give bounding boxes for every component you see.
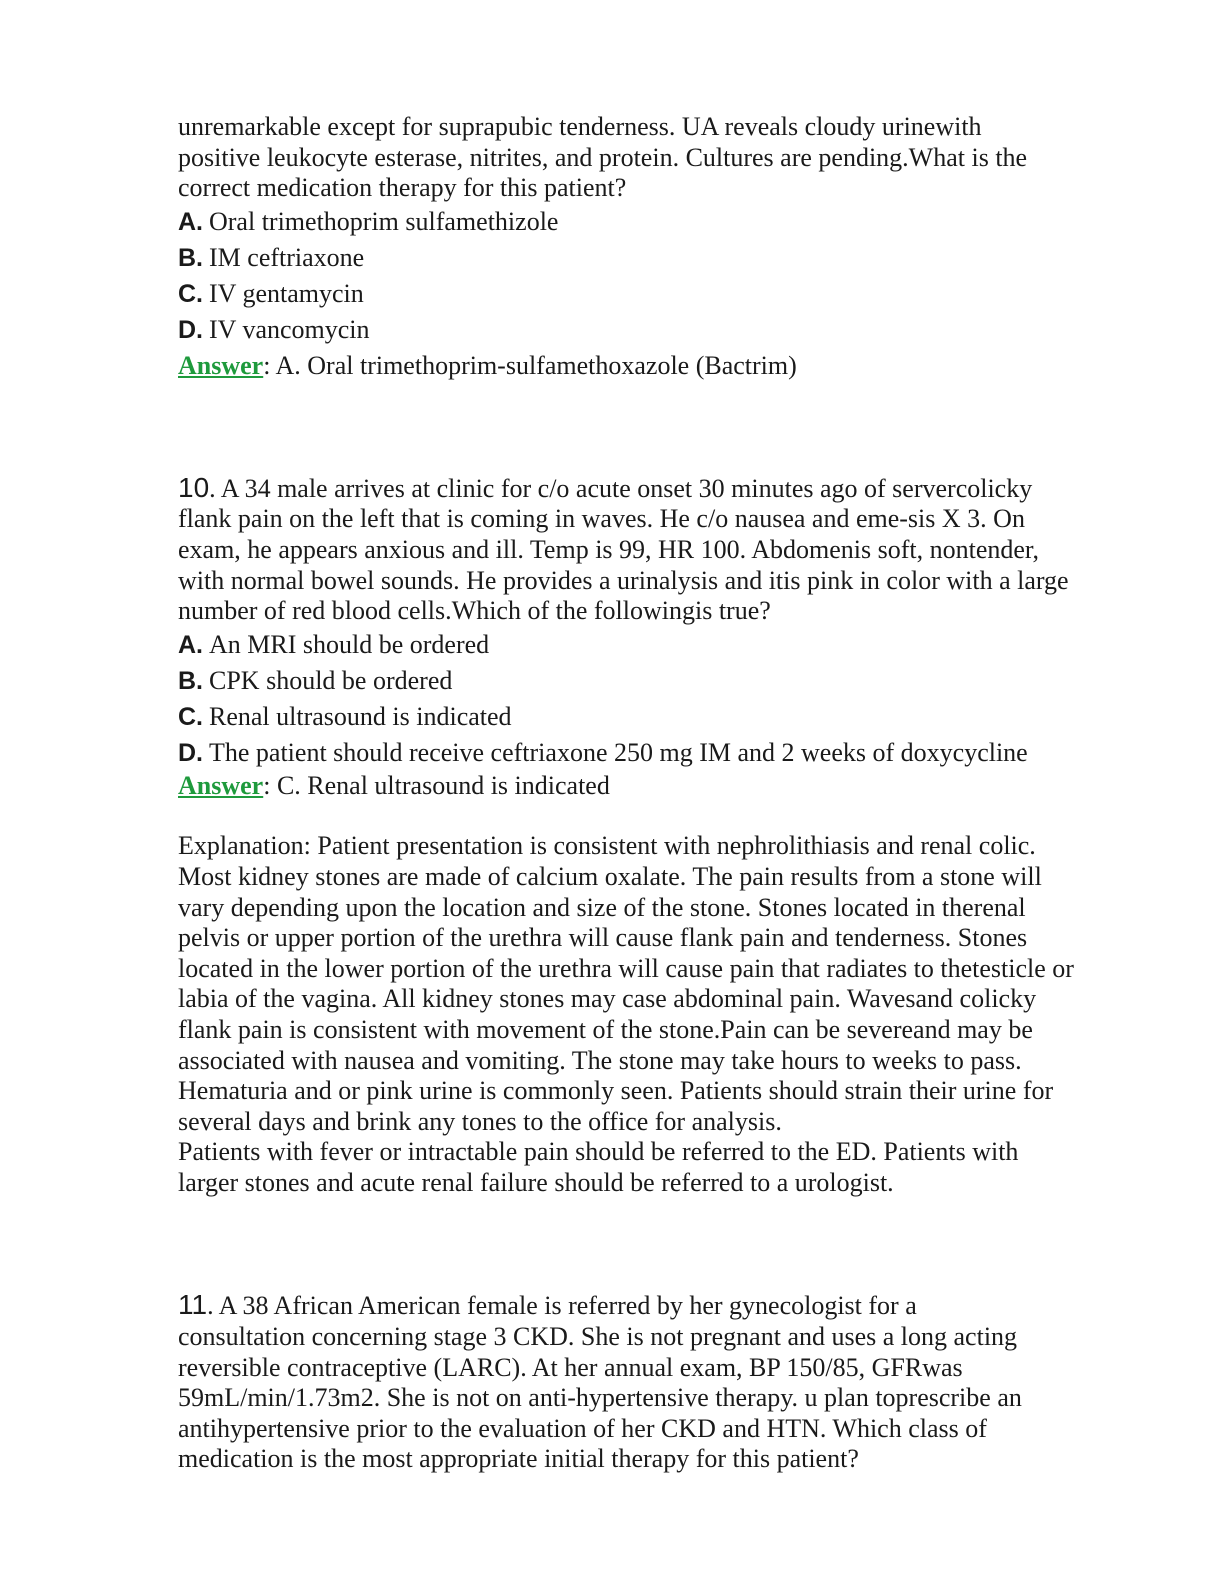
- answer-label: Answer: [178, 770, 264, 800]
- question-stem-line: 59mL/min/1.73m2. She is not on anti-hypertensive therapy. u plan toprescribe an: [178, 1383, 1022, 1413]
- explanation-line: Hematuria and or pink urine is commonly seen. Patients should strain their urine for: [178, 1076, 1054, 1106]
- question-stem-line: medication is the most appropriate initial therapy for this patient?: [178, 1444, 859, 1474]
- option-text: An MRI should be ordered: [209, 629, 490, 659]
- explanation-line: located in the lower portion of the urethra will cause pain that radiates to thetesticle or: [178, 953, 1074, 983]
- question-stem-line: . A 38 African American female is referred by her gynecologist for a: [207, 1291, 917, 1321]
- question-number: 11: [178, 1289, 208, 1321]
- question-stem-line: unremarkable except for suprapubic tenderness. UA reveals cloudy urinewith: [178, 112, 982, 141]
- answer-text: : A. Oral trimethoprim-sulfamethoxazole (Bactrim): [263, 350, 797, 380]
- question-stem-line: positive leukocyte esterase, nitrites, and protein. Cultures are pending.What is the: [178, 142, 1028, 172]
- answer-label: Answer: [178, 350, 264, 380]
- question-stem-line: consultation concerning stage 3 CKD. She is not pregnant and uses a long acting: [178, 1322, 1018, 1352]
- option-letter: B.: [178, 666, 203, 695]
- answer-option-c: [178, 276, 1128, 312]
- question-stem-line: antihypertensive prior to the evaluation of her CKD and HTN. Which class of: [178, 1413, 987, 1443]
- document-page: [178, 112, 1128, 1475]
- option-text: CPK should be ordered: [209, 665, 453, 695]
- question-number: 10: [178, 471, 210, 503]
- answer-option-d: [178, 735, 1128, 771]
- option-text: Oral trimethoprim sulfamethizole: [209, 206, 559, 236]
- question-stem-line: . A 34 male arrives at clinic for c/o acute onset 30 minutes ago of servercolicky: [209, 473, 1033, 503]
- question-first-line: [178, 1290, 1128, 1322]
- answer-line: [178, 348, 1128, 383]
- option-letter: D.: [178, 315, 203, 344]
- option-text: Renal ultrasound is indicated: [209, 701, 512, 731]
- question-stem-line: correct medication therapy for this patient?: [178, 173, 627, 203]
- answer-option-d: [178, 312, 1128, 348]
- question-stem-line: number of red blood cells.Which of the followingis true?: [178, 596, 771, 626]
- option-text: IM ceftriaxone: [209, 242, 365, 272]
- explanation-line: several days and brink any tones to the office for analysis.: [178, 1106, 782, 1136]
- question-stem-line: flank pain on the left that is coming in waves. He c/o nausea and eme-sis X 3. On: [178, 504, 1025, 534]
- answer-option-b: [178, 240, 1128, 276]
- answer-option-a: [178, 627, 1128, 663]
- question-first-line: [178, 473, 1128, 505]
- explanation-line: pelvis or upper portion of the urethra will cause flank pain and tenderness. Stones: [178, 923, 1028, 953]
- answer-option-b: [178, 663, 1128, 699]
- answer-text: : C. Renal ultrasound is indicated: [263, 770, 610, 800]
- option-letter: C.: [178, 702, 203, 731]
- answer-option-a: [178, 204, 1128, 240]
- question-stem-line: with normal bowel sounds. He provides a urinalysis and itis pink in color with a large: [178, 565, 1069, 595]
- explanation-line: larger stones and acute renal failure should be referred to a urologist.: [178, 1167, 894, 1197]
- explanation-line: Explanation: Patient presentation is consistent with nephrolithiasis and renal colic.: [178, 831, 1036, 861]
- explanation-line: vary depending upon the location and size of the stone. Stones located in therenal: [178, 892, 1026, 922]
- option-text: IV vancomycin: [209, 314, 370, 344]
- question-11: [178, 1290, 1128, 1475]
- question-stem-line: exam, he appears anxious and ill. Temp is 99, HR 100. Abdomenis soft, nontender,: [178, 534, 1040, 564]
- explanation-line: associated with nausea and vomiting. The stone may take hours to weeks to pass.: [178, 1045, 1022, 1075]
- explanation-line: Most kidney stones are made of calcium oxalate. The pain results from a stone will: [178, 861, 1042, 891]
- question-stem-line: reversible contraceptive (LARC). At her annual exam, BP 150/85, GFRwas: [178, 1352, 963, 1382]
- answer-option-c: [178, 699, 1128, 735]
- explanation-line: flank pain is consistent with movement of the stone.Pain can be severeand may be: [178, 1014, 1033, 1044]
- explanation-block: [178, 831, 1128, 1198]
- option-text: IV gentamycin: [209, 278, 364, 308]
- option-letter: A.: [178, 207, 203, 236]
- option-text: The patient should receive ceftriaxone 250 mg IM and 2 weeks of doxycycline: [209, 737, 1028, 767]
- option-letter: A.: [178, 630, 203, 659]
- explanation-line: Patients with fever or intractable pain should be referred to the ED. Patients with: [178, 1137, 1019, 1167]
- option-letter: B.: [178, 243, 203, 272]
- option-letter: C.: [178, 279, 203, 308]
- explanation-line: labia of the vagina. All kidney stones may case abdominal pain. Wavesand colicky: [178, 984, 1037, 1014]
- question-9: [178, 112, 1128, 383]
- question-10: [178, 473, 1128, 1199]
- option-letter: D.: [178, 738, 203, 767]
- answer-line: [178, 771, 1128, 802]
